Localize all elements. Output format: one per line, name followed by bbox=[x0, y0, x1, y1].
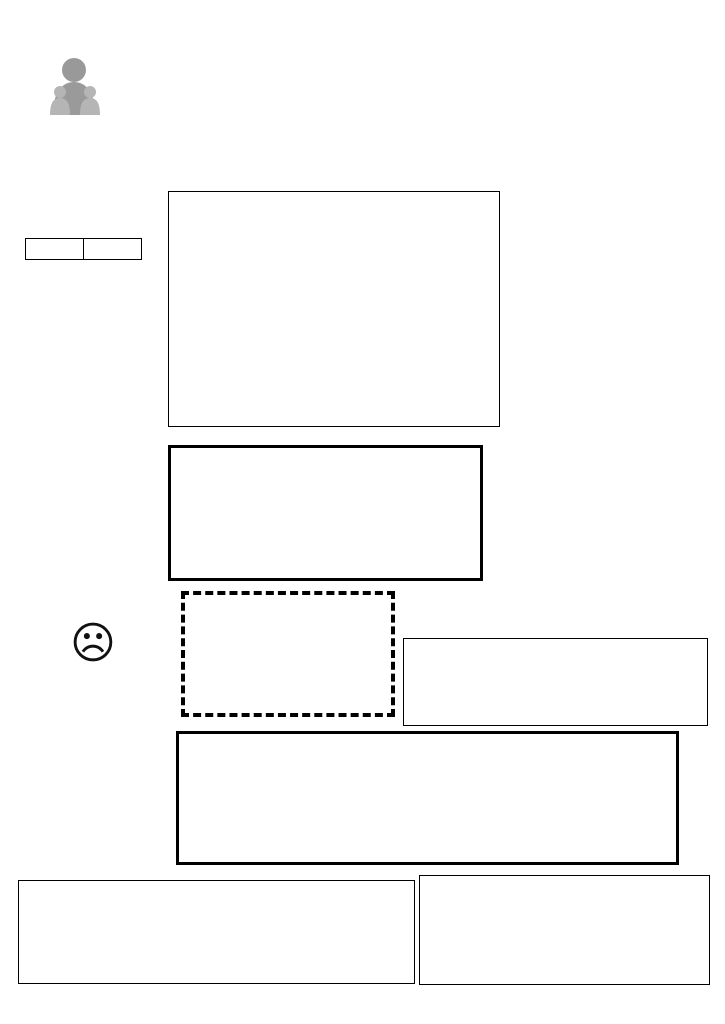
parking-box bbox=[168, 445, 483, 581]
twitter-line bbox=[115, 106, 675, 128]
non-uniform-box bbox=[176, 731, 679, 865]
col-percent-header bbox=[84, 239, 142, 260]
preschool-box bbox=[419, 875, 710, 985]
sweets-box bbox=[18, 880, 415, 984]
attendance-table bbox=[25, 238, 142, 260]
school-logo bbox=[24, 20, 124, 120]
date-change-box bbox=[403, 638, 708, 726]
app-box bbox=[181, 591, 395, 717]
col-class-header bbox=[26, 239, 84, 260]
sad-face-icon: ☹ bbox=[70, 619, 116, 668]
week-news-box bbox=[168, 191, 500, 427]
late-arrival-note bbox=[8, 683, 173, 860]
